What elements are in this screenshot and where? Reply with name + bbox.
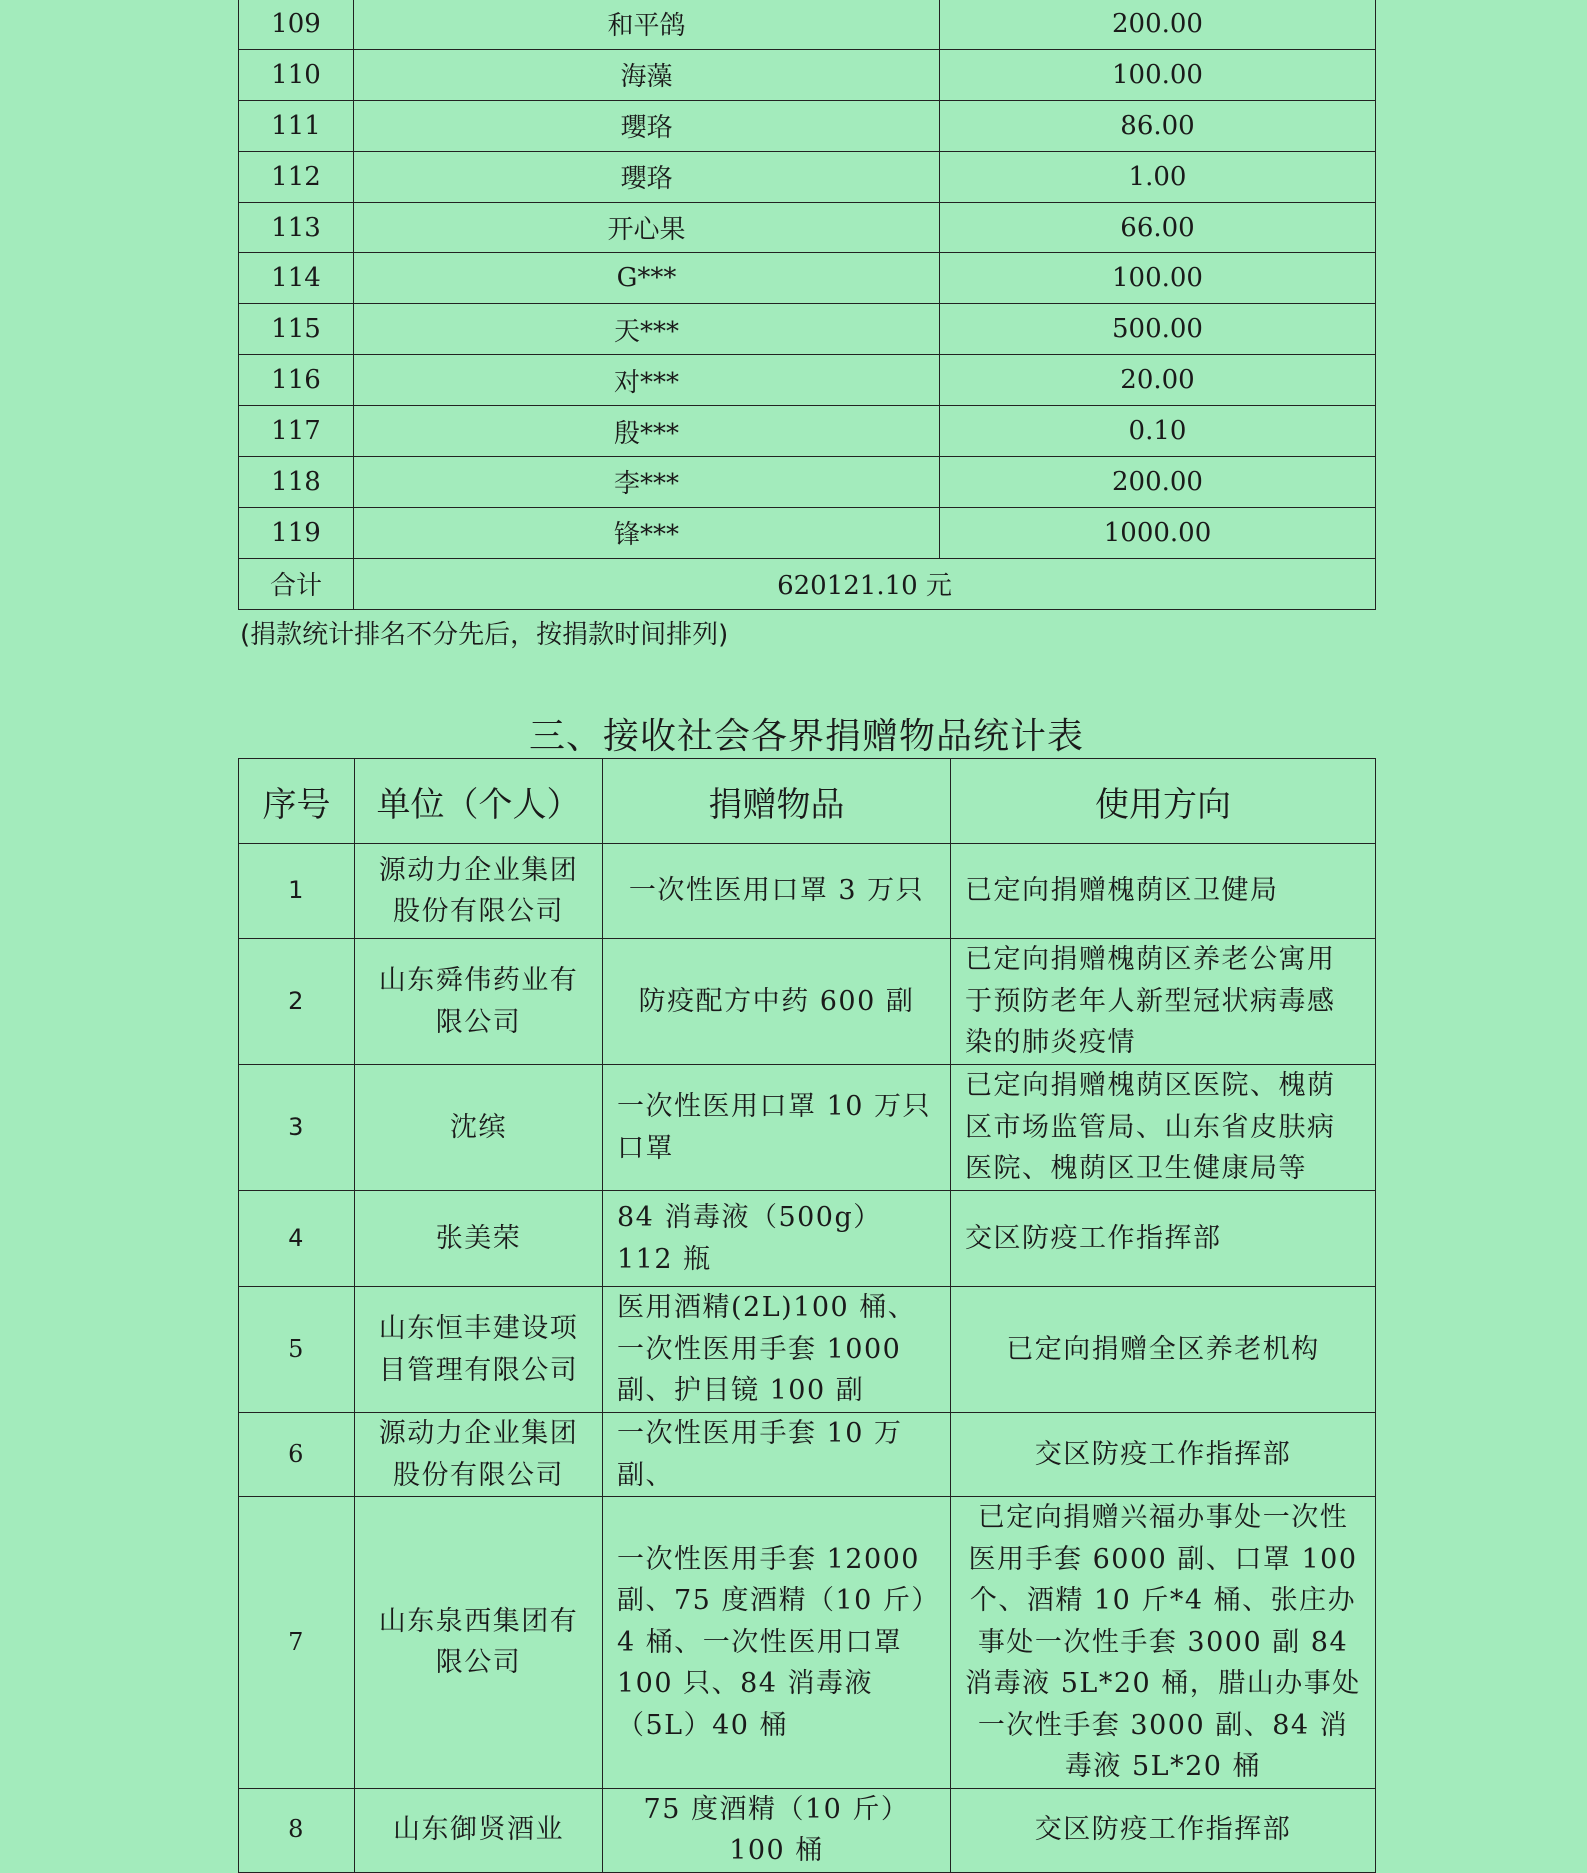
donation-amount: 100.00 (940, 253, 1376, 304)
donated-items: 防疫配方中药 600 副 (603, 939, 951, 1065)
donor-unit: 源动力企业集团股份有限公司 (355, 1413, 603, 1497)
table-row (239, 1413, 1376, 1497)
row-number: 112 (239, 151, 354, 202)
donor-name: 天*** (354, 304, 940, 355)
header-row (239, 759, 1376, 844)
donation-amount: 500.00 (940, 304, 1376, 355)
table-row (239, 202, 1376, 253)
donor-name: 对*** (354, 355, 940, 406)
donor-unit: 张美荣 (355, 1191, 603, 1287)
donation-amount: 0.10 (940, 406, 1376, 457)
usage-direction: 已定向捐赠槐荫区卫健局 (951, 844, 1376, 939)
donor-name: 李*** (354, 457, 940, 508)
row-number: 116 (239, 355, 354, 406)
row-number: 6 (239, 1413, 355, 1497)
usage-direction: 交区防疫工作指挥部 (951, 1191, 1376, 1287)
donated-items: 医用酒精(2L)100 桶、一次性医用手套 1000 副、护目镜 100 副 (603, 1287, 951, 1413)
usage-direction: 已定向捐赠兴福办事处一次性医用手套 6000 副、口罩 100 个、酒精 10 斤*4 桶、张庄办事处一次性手套 3000 副 84 消毒液 5L*20 桶，腊山办事处一次性手套 3000 副、84 消毒液 5L*20 桶 (951, 1497, 1376, 1789)
row-number: 113 (239, 202, 354, 253)
donor-name: 瓔珞 (354, 151, 940, 202)
donation-amount: 200.00 (940, 0, 1376, 49)
donor-unit: 山东恒丰建设项目管理有限公司 (355, 1287, 603, 1413)
row-number: 118 (239, 457, 354, 508)
row-number: 117 (239, 406, 354, 457)
table-row (239, 355, 1376, 406)
header-usage: 使用方向 (951, 759, 1376, 844)
donation-amount: 20.00 (940, 355, 1376, 406)
total-label: 合计 (239, 558, 354, 609)
table-row (239, 100, 1376, 151)
donor-name: 开心果 (354, 202, 940, 253)
table-row (239, 406, 1376, 457)
row-number: 4 (239, 1191, 355, 1287)
row-number: 114 (239, 253, 354, 304)
row-number: 119 (239, 507, 354, 558)
row-number: 109 (239, 0, 354, 49)
donation-amount: 200.00 (940, 457, 1376, 508)
row-number: 115 (239, 304, 354, 355)
donor-name: G*** (354, 253, 940, 304)
donation-money-table (238, 0, 1376, 610)
donor-name: 海藻 (354, 49, 940, 100)
table-row (239, 0, 1376, 49)
table-row (239, 49, 1376, 100)
usage-direction: 已定向捐赠槐荫区医院、槐荫区市场监管局、山东省皮肤病医院、槐荫区卫生健康局等 (951, 1065, 1376, 1191)
donation-amount: 86.00 (940, 100, 1376, 151)
header-no: 序号 (239, 759, 355, 844)
row-number: 3 (239, 1065, 355, 1191)
row-number: 111 (239, 100, 354, 151)
table-row (239, 507, 1376, 558)
table-row (239, 1287, 1376, 1413)
donor-name: 殷*** (354, 406, 940, 457)
table-row (239, 939, 1376, 1065)
row-number: 2 (239, 939, 355, 1065)
table-row (239, 1788, 1376, 1872)
row-number: 1 (239, 844, 355, 939)
ranking-note: (捐款统计排名不分先后，按捐款时间排列) (240, 620, 729, 650)
donated-items: 一次性医用口罩 3 万只 (603, 844, 951, 939)
donor-unit: 沈缤 (355, 1065, 603, 1191)
donated-goods-table (238, 758, 1376, 1873)
section-title: 三、接收社会各界捐赠物品统计表 (528, 716, 1084, 757)
donor-name: 锋*** (354, 507, 940, 558)
table-row (239, 457, 1376, 508)
total-value: 620121.10 元 (354, 558, 1376, 609)
donation-amount: 100.00 (940, 49, 1376, 100)
donor-unit: 源动力企业集团股份有限公司 (355, 844, 603, 939)
donor-unit: 山东御贤酒业 (355, 1788, 603, 1872)
donor-unit: 山东泉西集团有限公司 (355, 1497, 603, 1789)
row-number: 8 (239, 1788, 355, 1872)
table-row (239, 1065, 1376, 1191)
donation-amount: 66.00 (940, 202, 1376, 253)
header-unit: 单位（个人） (355, 759, 603, 844)
usage-direction: 已定向捐赠槐荫区养老公寓用于预防老年人新型冠状病毒感染的肺炎疫情 (951, 939, 1376, 1065)
donated-items: 一次性医用手套 12000 副、75 度酒精（10 斤）4 桶、一次性医用口罩 100 只、84 消毒液（5L）40 桶 (603, 1497, 951, 1789)
table-row (239, 1191, 1376, 1287)
donated-items: 一次性医用口罩 10 万只口罩 (603, 1065, 951, 1191)
row-number: 7 (239, 1497, 355, 1789)
donor-name: 瓔珞 (354, 100, 940, 151)
donated-items: 84 消毒液（500g）112 瓶 (603, 1191, 951, 1287)
row-number: 5 (239, 1287, 355, 1413)
donated-items: 一次性医用手套 10 万副、 (603, 1413, 951, 1497)
donation-amount: 1000.00 (940, 507, 1376, 558)
total-row (239, 558, 1376, 609)
usage-direction: 交区防疫工作指挥部 (951, 1788, 1376, 1872)
row-number: 110 (239, 49, 354, 100)
donation-amount: 1.00 (940, 151, 1376, 202)
table-row (239, 151, 1376, 202)
table-row (239, 844, 1376, 939)
donated-items: 75 度酒精（10 斤）100 桶 (603, 1788, 951, 1872)
table-row (239, 1497, 1376, 1789)
donor-unit: 山东舜伟药业有限公司 (355, 939, 603, 1065)
header-items: 捐赠物品 (603, 759, 951, 844)
usage-direction: 交区防疫工作指挥部 (951, 1413, 1376, 1497)
table-row (239, 304, 1376, 355)
donor-name: 和平鸽 (354, 0, 940, 49)
usage-direction: 已定向捐赠全区养老机构 (951, 1287, 1376, 1413)
table-row (239, 253, 1376, 304)
